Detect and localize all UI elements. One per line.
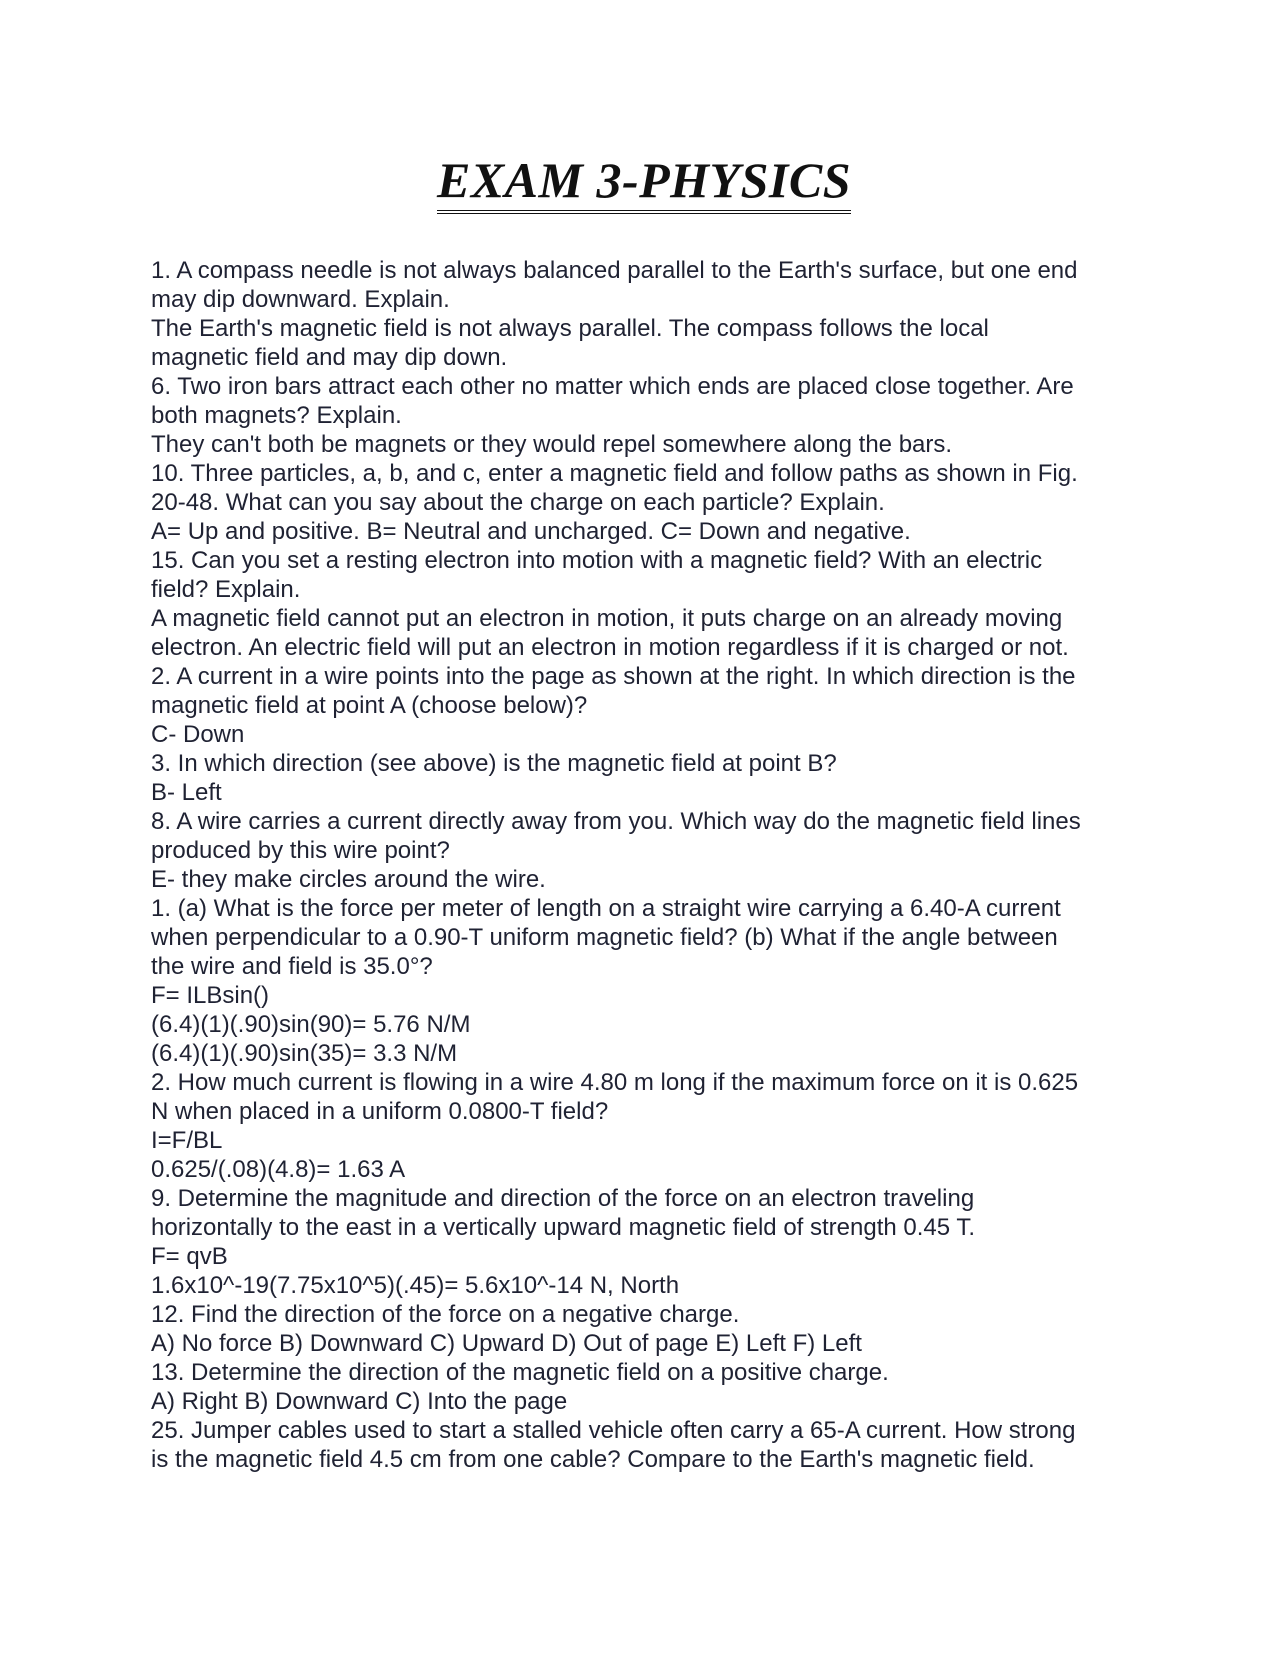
text-line: horizontally to the east in a vertically upward magnetic field of strength 0.45 T. bbox=[151, 1214, 976, 1241]
text-line: B- Left bbox=[151, 779, 222, 806]
exam-content bbox=[151, 256, 1141, 1474]
text-line: 2. How much current is flowing in a wire 4.80 m long if the maximum force on it is 0.625 bbox=[151, 1069, 1079, 1096]
text-line: magnetic field and may dip down. bbox=[151, 344, 508, 371]
text-line: may dip downward. Explain. bbox=[151, 286, 450, 313]
text-line: 9. Determine the magnitude and direction of the force on an electron traveling bbox=[151, 1185, 975, 1212]
text-line: electron. An electric field will put an electron in motion regardless if it is charged or not. bbox=[151, 634, 1069, 661]
text-line: 15. Can you set a resting electron into motion with a magnetic field? With an electric bbox=[151, 547, 1043, 574]
text-line: A magnetic field cannot put an electron in motion, it puts charge on an already moving bbox=[151, 605, 1063, 632]
text-line: 6. Two iron bars attract each other no matter which ends are placed close together. Are bbox=[151, 373, 1074, 400]
text-line: F= qvB bbox=[151, 1243, 228, 1270]
text-line: They can't both be magnets or they would repel somewhere along the bars. bbox=[151, 431, 953, 458]
text-line: A= Up and positive. B= Neutral and uncharged. C= Down and negative. bbox=[151, 518, 911, 545]
text-line: (6.4)(1)(.90)sin(35)= 3.3 N/M bbox=[151, 1040, 458, 1067]
text-line: magnetic field at point A (choose below)? bbox=[151, 692, 588, 719]
text-line: is the magnetic field 4.5 cm from one cable? Compare to the Earth's magnetic field. bbox=[151, 1446, 1035, 1473]
page-title: EXAM 3-PHYSICS bbox=[437, 150, 851, 214]
text-line: (6.4)(1)(.90)sin(90)= 5.76 N/M bbox=[151, 1011, 471, 1038]
text-line: produced by this wire point? bbox=[151, 837, 450, 864]
text-line: when perpendicular to a 0.90-T uniform magnetic field? (b) What if the angle between bbox=[151, 924, 1058, 951]
text-line: the wire and field is 35.0°? bbox=[151, 953, 433, 980]
text-line: A) No force B) Downward C) Upward D) Out of page E) Left F) Left bbox=[151, 1330, 862, 1357]
text-line: both magnets? Explain. bbox=[151, 402, 402, 429]
text-line: 1. (a) What is the force per meter of length on a straight wire carrying a 6.40-A current bbox=[151, 895, 1061, 922]
text-line: field? Explain. bbox=[151, 576, 301, 603]
text-line: 13. Determine the direction of the magnetic field on a positive charge. bbox=[151, 1359, 889, 1386]
text-line: 2. A current in a wire points into the page as shown at the right. In which direction is the bbox=[151, 663, 1076, 690]
text-line: The Earth's magnetic field is not always parallel. The compass follows the local bbox=[151, 315, 989, 342]
text-line: 8. A wire carries a current directly away from you. Which way do the magnetic field lines bbox=[151, 808, 1081, 835]
text-line: I=F/BL bbox=[151, 1127, 223, 1154]
text-line: 1.6x10^-19(7.75x10^5)(.45)= 5.6x10^-14 N, North bbox=[151, 1272, 680, 1299]
text-line: F= ILBsin() bbox=[151, 982, 270, 1009]
text-line: 10. Three particles, a, b, and c, enter a magnetic field and follow paths as shown in Fig. bbox=[151, 460, 1078, 487]
text-line: 20-48. What can you say about the charge on each particle? Explain. bbox=[151, 489, 885, 516]
text-line: 3. In which direction (see above) is the magnetic field at point B? bbox=[151, 750, 837, 777]
text-line: 25. Jumper cables used to start a stalled vehicle often carry a 65-A current. How strong bbox=[151, 1417, 1076, 1444]
text-line: A) Right B) Downward C) Into the page bbox=[151, 1388, 568, 1415]
title-container bbox=[0, 150, 1280, 214]
text-line: C- Down bbox=[151, 721, 245, 748]
text-line: N when placed in a uniform 0.0800-T field? bbox=[151, 1098, 609, 1125]
text-line: 12. Find the direction of the force on a negative charge. bbox=[151, 1301, 740, 1328]
text-line: E- they make circles around the wire. bbox=[151, 866, 546, 893]
text-line: 0.625/(.08)(4.8)= 1.63 A bbox=[151, 1156, 406, 1183]
text-line: 1. A compass needle is not always balanced parallel to the Earth's surface, but one end bbox=[151, 257, 1078, 284]
